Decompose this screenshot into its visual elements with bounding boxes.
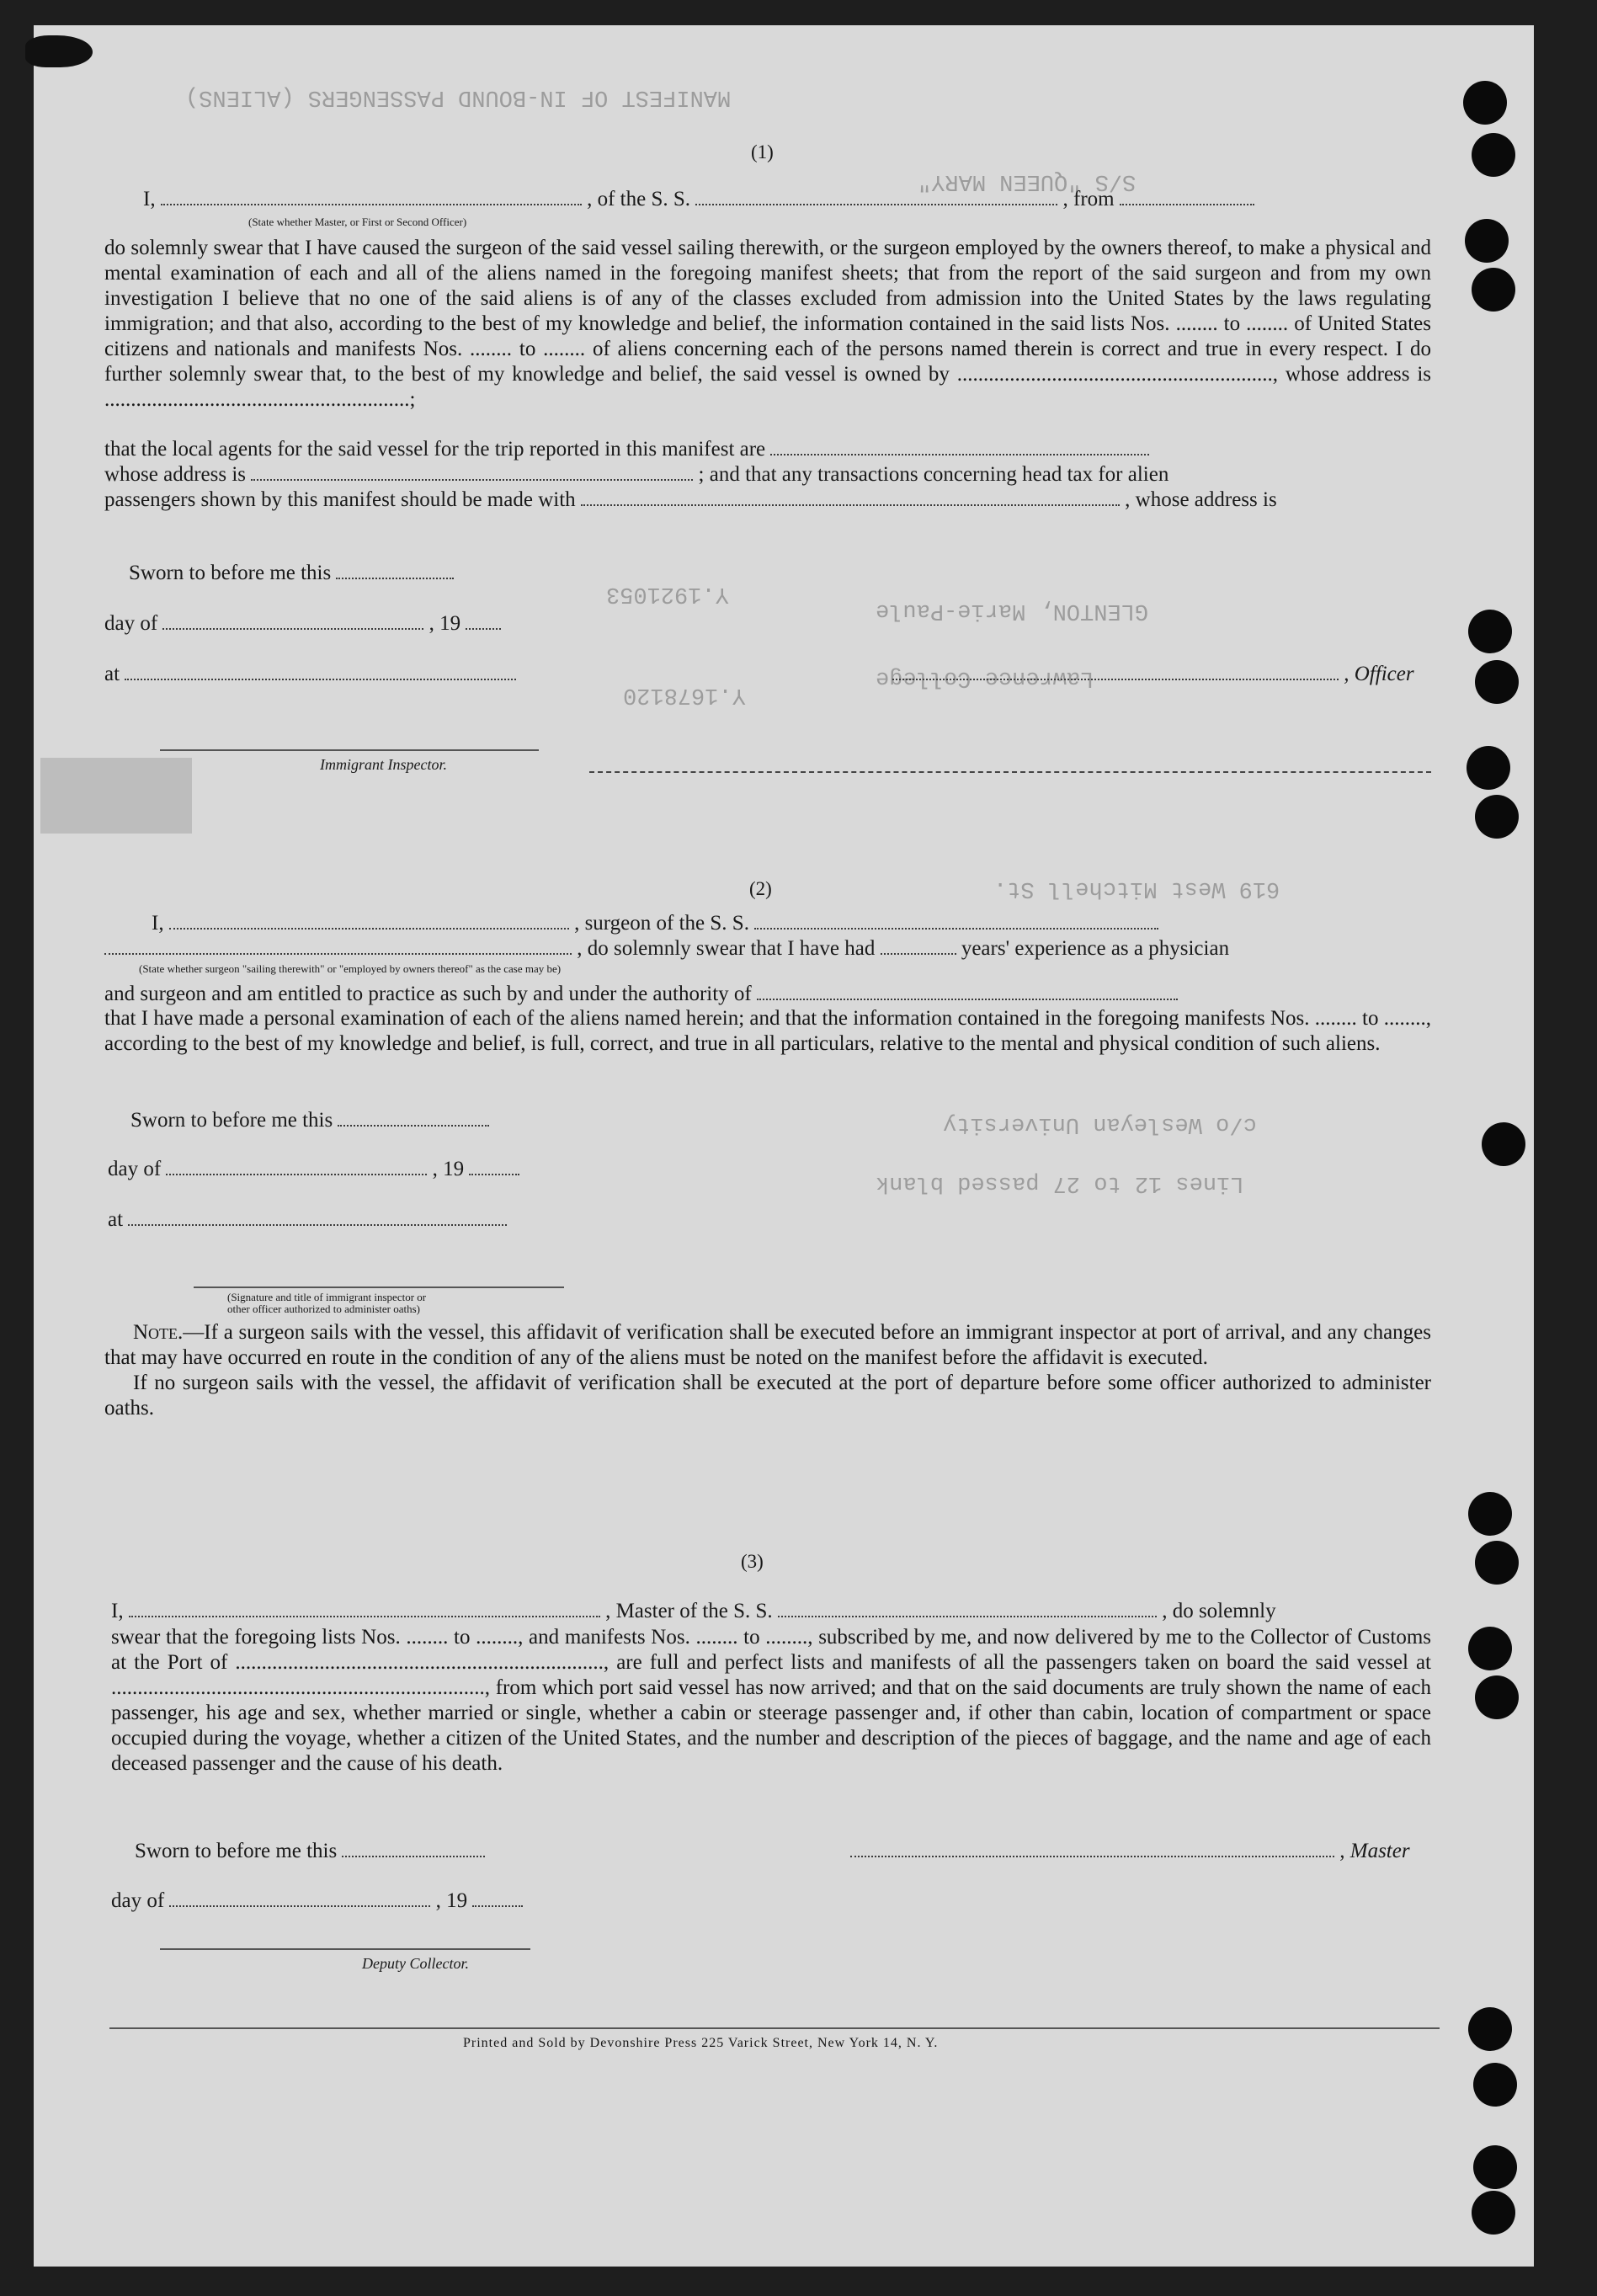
- master-vessel-blank[interactable]: [778, 1601, 1157, 1617]
- sig-caption-2: other officer authorized to administer oaths): [227, 1302, 420, 1315]
- punch-hole: [1475, 1541, 1519, 1585]
- agents-blank[interactable]: [770, 439, 1149, 455]
- manifest-reverse-page: [34, 25, 1534, 2267]
- label-whose-end: ; and that any transactions concerning head tax for alien: [698, 463, 1169, 486]
- section2-note: [104, 1320, 1431, 1421]
- label-day-of: day of: [104, 612, 158, 635]
- year-blank[interactable]: [472, 1890, 523, 1907]
- section1-caption: (State whether Master, or First or Second Officer): [248, 216, 467, 228]
- label-solemnly: , do solemnly swear that I have had: [577, 937, 876, 960]
- label-sworn: Sworn to before me this: [129, 562, 332, 584]
- section3-paragraph: swear that the foregoing lists Nos. ........ to ........, and manifests Nos. ........ to ........, subscribed by me, and now delivered by me to the Collector of Customs at the Port of ......................................................................, are full and perfect lists and manifests of all the passengers taken on board the said vessel at ......................................................................., from which port said vessel has now arrived; and that on the said documents are truly shown the name of each passenger, his age and sex, whether married or single, whether a cabin or steerage passenger and, if other than cabin, location of compartment or space occupied during the voyage, whether a citizen of the United States, and the number and description of the pieces of baggage, and the name and age of each deceased passenger and the cause of his death.: [111, 1626, 1431, 1775]
- section1-day: [104, 612, 501, 636]
- note-label: Note.—: [133, 1321, 205, 1344]
- section1-passengers-line: [104, 488, 1277, 512]
- authority-blank[interactable]: [757, 983, 1178, 1000]
- label-authority: and surgeon and am entitled to practice as such by and under the authority of: [104, 983, 752, 1005]
- punch-hole: [1468, 610, 1512, 653]
- label-passengers-end: , whose address is: [1125, 488, 1277, 511]
- officer-name-blank[interactable]: [161, 189, 582, 205]
- section1-sworn: [129, 562, 454, 585]
- sig-caption-1: (Signature and title of immigrant inspector or: [227, 1291, 427, 1303]
- section2-line2: [104, 937, 1229, 961]
- agents-address-blank[interactable]: [251, 464, 693, 481]
- punch-hole: [1468, 2007, 1512, 2051]
- section1-officer: [892, 663, 1414, 686]
- section3-sworn: [135, 1840, 485, 1863]
- punch-hole: [1465, 219, 1509, 263]
- sworn-date-blank[interactable]: [336, 562, 454, 579]
- punch-hole: [1468, 1492, 1512, 1536]
- bleed-through-text: Lawrence College: [876, 665, 1094, 690]
- label-19: , 19: [435, 1889, 468, 1912]
- head-tax-agent-blank[interactable]: [581, 489, 1120, 506]
- section2-line1: [152, 912, 1158, 935]
- year-blank[interactable]: [466, 613, 501, 630]
- label-day-of: day of: [111, 1889, 165, 1912]
- punch-hole: [1463, 81, 1507, 125]
- section2-day: [108, 1158, 519, 1181]
- label-years: years' experience as a physician: [961, 937, 1230, 960]
- faded-stamp: [40, 758, 192, 834]
- section2-paragraph: that I have made a personal examination of each of the aliens named herein; and that the information contained in the foregoing manifests Nos. ........ to ........, according to the best of my knowledge and belief, is full, correct, and true in all particulars, relative to the mental and physical condition of such aliens.: [104, 1007, 1431, 1055]
- punch-hole: [1473, 2145, 1517, 2189]
- label-i: I,: [111, 1600, 124, 1622]
- bleed-through-text: Y.1678120: [623, 682, 746, 707]
- label-19: , 19: [429, 612, 461, 635]
- label-deputy-collector: Deputy Collector.: [362, 1955, 469, 1972]
- section3-heading: (3): [741, 1551, 764, 1572]
- label-whose: whose address is: [104, 463, 247, 486]
- vessel-name-blank[interactable]: [695, 189, 1057, 205]
- inspector-signature-line: [194, 1287, 564, 1288]
- section2-heading: (2): [749, 878, 772, 899]
- label-officer: , Officer: [1344, 663, 1414, 685]
- at-place-blank[interactable]: [128, 1209, 507, 1226]
- punch-hole: [1472, 268, 1515, 312]
- section3-day: [111, 1889, 523, 1913]
- sworn-date-blank[interactable]: [338, 1110, 489, 1127]
- section2-caption: (State whether surgeon "sailing therewith" or "employed by owners thereof" as the case may be): [139, 962, 562, 975]
- punch-hole: [1482, 1122, 1525, 1166]
- punch-hole: [1475, 660, 1519, 704]
- ink-blot: [25, 35, 93, 67]
- punch-hole: [1472, 2191, 1515, 2235]
- note-text-2: If no surgeon sails with the vessel, the affidavit of verification shall be executed at the port of departure before some officer authorized to administer oaths.: [104, 1372, 1431, 1420]
- bleed-through-text: S/S "QUEEN MARY": [918, 168, 1137, 194]
- bleed-through-text: Y.1921053: [606, 581, 729, 606]
- section1-at: [104, 663, 516, 686]
- section2-at: [108, 1208, 507, 1232]
- bleed-through-text: MANIFEST OF IN-BOUND PASSENGERS (ALIENS): [185, 84, 732, 109]
- section1-agents-line: [104, 438, 1149, 461]
- label-at: at: [108, 1208, 124, 1231]
- printer-imprint: Printed and Sold by Devonshire Press 225 Varick Street, New York 14, N. Y.: [463, 2036, 939, 2050]
- bleed-through-text: 619 West Mitchell St.: [993, 876, 1280, 901]
- label-19: , 19: [432, 1158, 465, 1180]
- note-text-1: If a surgeon sails with the vessel, this affidavit of verification shall be executed before an immigrant inspector at port of arrival, and any changes that may have occurred en route in the condition of any of the aliens must be noted on the manifest before the affidavit is executed.: [104, 1321, 1431, 1369]
- label-of-ss: , of the S. S.: [587, 188, 691, 210]
- label-sworn: Sworn to before me this: [135, 1840, 338, 1862]
- day-month-blank[interactable]: [169, 1890, 430, 1907]
- footer-rule: [109, 2027, 1440, 2029]
- punch-hole: [1467, 746, 1510, 790]
- section3-line1: [111, 1600, 1276, 1623]
- label-surgeon-of-ss: , surgeon of the S. S.: [574, 912, 749, 935]
- section2-sworn: [130, 1109, 489, 1132]
- label-from: , from: [1062, 188, 1115, 210]
- officer-signature-blank[interactable]: [892, 663, 1339, 680]
- section2-line3: [104, 983, 1178, 1006]
- at-place-blank[interactable]: [125, 663, 516, 680]
- label-at: at: [104, 663, 120, 685]
- master-signature-blank[interactable]: [850, 1841, 1334, 1857]
- punch-hole: [1475, 795, 1519, 839]
- master-name-blank[interactable]: [129, 1601, 600, 1617]
- section-divider: [589, 771, 1431, 773]
- label-i: I,: [143, 188, 156, 210]
- surgeon-vessel-blank[interactable]: [754, 913, 1158, 930]
- label-passengers: passengers shown by this manifest should be made with: [104, 488, 576, 511]
- years-blank[interactable]: [881, 938, 956, 955]
- bleed-through-text: GLENTON, Marie-Paule: [876, 598, 1149, 623]
- punch-hole: [1472, 133, 1515, 177]
- label-agents: that the local agents for the said vessel for the trip reported in this manifest are: [104, 438, 766, 461]
- from-port-blank[interactable]: [1120, 189, 1254, 205]
- inspector-signature-line: [160, 749, 539, 751]
- label-master-of-ss: , Master of the S. S.: [605, 1600, 773, 1622]
- surgeon-name-blank[interactable]: [169, 913, 569, 930]
- section1-paragraph: do solemnly swear that I have caused the surgeon of the said vessel sailing therewith, or the surgeon employed by the owners thereof, to make a physical and mental examination of each and all of the aliens named in the foregoing manifest sheets; that from the report of the said surgeon and from my own investigation I believe that no one of the said aliens is of any of the classes excluded from admission into the United States by the laws regulating immigration; and that also, according to the best of my knowledge and belief, the information contained in the said lists Nos. ........ to ........ of United States citizens and nationals and manifests Nos. ........ to ........ of aliens concerning each of the persons named therein is correct and true in every respect. I do further solemnly swear that, to the best of my knowledge and belief, the said vessel is owned by ............................................................, whose address is ..........................................................;: [104, 237, 1431, 411]
- sworn-date-blank[interactable]: [342, 1841, 485, 1857]
- section1-heading: (1): [751, 141, 774, 162]
- punch-hole: [1475, 1675, 1519, 1719]
- label-master: , Master: [1339, 1840, 1410, 1862]
- label-do-solemnly: , do solemnly: [1162, 1600, 1276, 1622]
- section3-master: [850, 1840, 1410, 1863]
- punch-hole: [1473, 2063, 1517, 2107]
- section1-line1: [143, 188, 1254, 211]
- collector-signature-line: [160, 1948, 530, 1950]
- section1-whose-line: [104, 463, 1168, 487]
- surgeon-type-blank[interactable]: [104, 938, 572, 955]
- bleed-through-text: Lines 12 to 27 passed blank: [876, 1170, 1244, 1196]
- label-day-of: day of: [108, 1158, 162, 1180]
- day-month-blank[interactable]: [166, 1159, 427, 1175]
- bleed-through-text: c/o Wesleyan University: [943, 1111, 1257, 1137]
- punch-hole: [1468, 1627, 1512, 1670]
- year-blank[interactable]: [469, 1159, 519, 1175]
- label-i: I,: [152, 912, 164, 935]
- label-immigrant-inspector: Immigrant Inspector.: [320, 756, 447, 773]
- day-month-blank[interactable]: [162, 613, 423, 630]
- label-sworn: Sworn to before me this: [130, 1109, 333, 1132]
